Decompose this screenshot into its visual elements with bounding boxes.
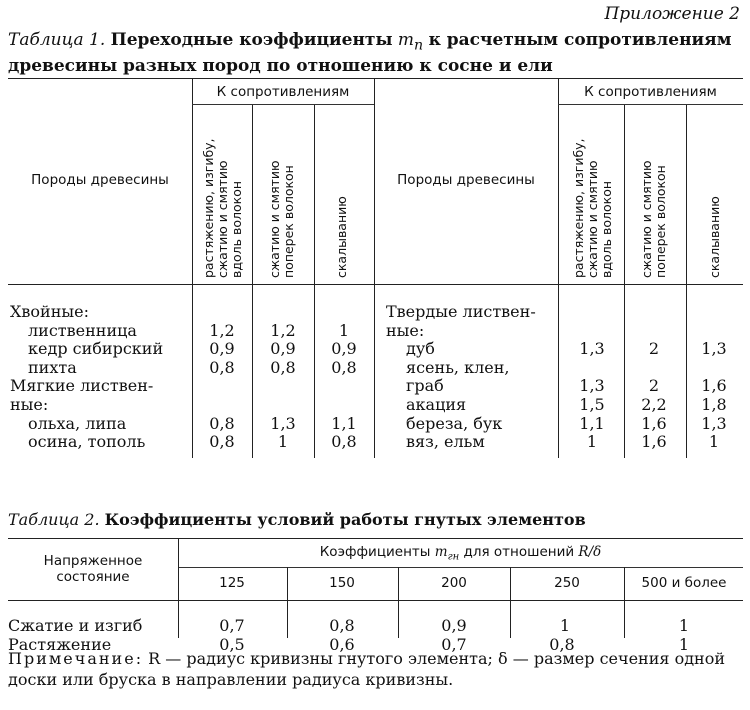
table1-title-b: к расчетным сопротивлениям древесины разных пород по отношению к сосне и ели — [8, 30, 732, 77]
coef-value: 1,3 — [579, 376, 605, 396]
species-name: ные: — [10, 395, 49, 414]
coef-value: 0,9 — [441, 616, 467, 635]
coef-value: 0,8 — [549, 635, 575, 654]
species-name: Хвойные: — [10, 302, 89, 321]
coef-value: 2 — [648, 376, 660, 396]
table1-top-rule — [8, 78, 743, 79]
table2-title-text: Коэффициенты условий работы гнутых элементов — [104, 510, 586, 529]
t1-vline — [686, 104, 687, 458]
coef-value: 0,9 — [270, 339, 296, 359]
coef-value: 1,6 — [641, 432, 667, 452]
coef-value: 1,3 — [270, 413, 296, 433]
col-header-shear: скалыванию — [334, 196, 349, 278]
species-name: дуб — [406, 339, 435, 359]
coef-value: 0,8 — [331, 357, 357, 377]
coef-value: 1 — [678, 616, 690, 635]
t1-vline — [192, 78, 193, 458]
table2-coef-rule — [178, 567, 743, 568]
coef-value: 0,5 — [219, 635, 245, 654]
coef-value: 1 — [708, 432, 720, 452]
table1-label: Таблица 1. — [8, 30, 106, 50]
coef-value: 1,6 — [641, 413, 667, 433]
footnote — [8, 648, 748, 690]
species-name: кедр сибирский — [28, 339, 164, 359]
table2-header-rule — [8, 600, 743, 601]
table2-label: Таблица 2. — [8, 510, 100, 529]
species-name: осина, тополь — [28, 432, 146, 452]
coef-value: 0,8 — [209, 413, 235, 433]
table1-symbol: $m_п$ — [397, 30, 424, 54]
coef-value: 1,1 — [331, 413, 357, 433]
col-header-tension: растяжению, изгибу, сжатию и смятию вдоль волокон — [571, 138, 614, 278]
coef-value: 0,7 — [441, 635, 467, 654]
species-name: ольха, липа — [28, 413, 127, 433]
coef-value: 0,6 — [329, 635, 355, 654]
col-header-shear: скалыванию — [707, 196, 722, 278]
species-name: Мягкие листвен- — [10, 376, 154, 396]
t1-vline — [558, 78, 559, 458]
group-header-rule — [192, 104, 374, 105]
table1-title-a: Переходные коэффициенты — [110, 30, 393, 50]
coef-value: 0,8 — [209, 432, 235, 452]
coef-value: 0,9 — [209, 339, 235, 359]
coef-value: 1,6 — [701, 376, 727, 396]
coef-value: 0,8 — [331, 432, 357, 452]
ratio-header: 200 — [441, 575, 467, 591]
appendix-label: Приложение 2 — [604, 4, 740, 24]
coef-value: 0,8 — [270, 357, 296, 377]
ratio-header: 250 — [554, 575, 580, 591]
coef-header: Коэффициенты $m_{гн}$ для отношений R/δ — [319, 544, 602, 563]
coef-value: 0,8 — [329, 616, 355, 635]
species-header-right: Породы древесины — [397, 172, 535, 188]
table2-top-rule — [8, 538, 743, 539]
col-header-tension: растяжению, изгибу, сжатию и смятию вдоль волокон — [201, 138, 244, 278]
species-name: пихта — [28, 357, 77, 377]
state-name: Растяжение — [8, 635, 112, 654]
coef-value: 1,3 — [579, 339, 605, 359]
state-name: Сжатие и изгиб — [8, 616, 143, 635]
table1-header-rule — [8, 284, 743, 285]
species-name: береза, бук — [406, 413, 503, 433]
species-name: вяз, ельм — [406, 432, 485, 452]
t2-vline — [624, 567, 625, 638]
coef-value: 2,2 — [641, 395, 667, 414]
t1-vline — [374, 78, 375, 458]
group-header-rule — [558, 104, 743, 105]
coef-value: 1,5 — [579, 395, 605, 414]
species-name: акация — [406, 395, 467, 414]
species-name: Твердые листвен- — [386, 302, 536, 321]
coef-value: 2 — [648, 339, 660, 359]
col-header-compression: сжатию и смятию поперек волокон — [639, 160, 668, 278]
coef-value: 1 — [277, 432, 289, 452]
coef-value: 1 — [678, 635, 690, 654]
ratio-header: 150 — [329, 575, 355, 591]
coef-value: 1,2 — [270, 320, 296, 340]
species-header-left: Породы древесины — [31, 172, 169, 188]
t1-vline — [314, 104, 315, 458]
species-name: ные: — [386, 320, 425, 340]
coef-value: 1,3 — [701, 339, 727, 359]
ratio-header: 500 и более — [641, 575, 727, 591]
ratio-header: 125 — [219, 575, 245, 591]
coef-value: 1,1 — [579, 413, 605, 433]
coef-value: 1 — [559, 616, 571, 635]
species-name: граб — [406, 376, 444, 396]
state-header: Напряженное состояние — [43, 553, 143, 585]
table2-title — [8, 510, 586, 529]
col-header-compression: сжатию и смятию поперек волокон — [267, 160, 296, 278]
coef-value: 0,9 — [331, 339, 357, 359]
coef-value: 1,3 — [701, 413, 727, 433]
group-header-left: К сопротивлениям — [216, 84, 350, 100]
t1-vline — [252, 104, 253, 458]
footnote-label: Примечание: — [8, 649, 144, 668]
coef-value: 1,8 — [701, 395, 727, 414]
coef-value: 1 — [338, 320, 350, 340]
coef-value: 0,7 — [219, 616, 245, 635]
footnote-text: R — радиус кривизны гнутого элемента; δ — размер сечения одной доски или бруска в направлении радиуса кривизны. — [8, 649, 726, 689]
coef-value: 1 — [586, 432, 598, 452]
table1-title — [8, 30, 743, 77]
species-name: ясень, клен, — [406, 357, 510, 377]
t2-vline — [510, 567, 511, 638]
coef-value: 1,2 — [209, 320, 235, 340]
t1-vline — [624, 104, 625, 458]
coef-value: 0,8 — [209, 357, 235, 377]
species-name: лиственница — [28, 320, 137, 340]
group-header-right: К сопротивлениям — [584, 84, 717, 100]
